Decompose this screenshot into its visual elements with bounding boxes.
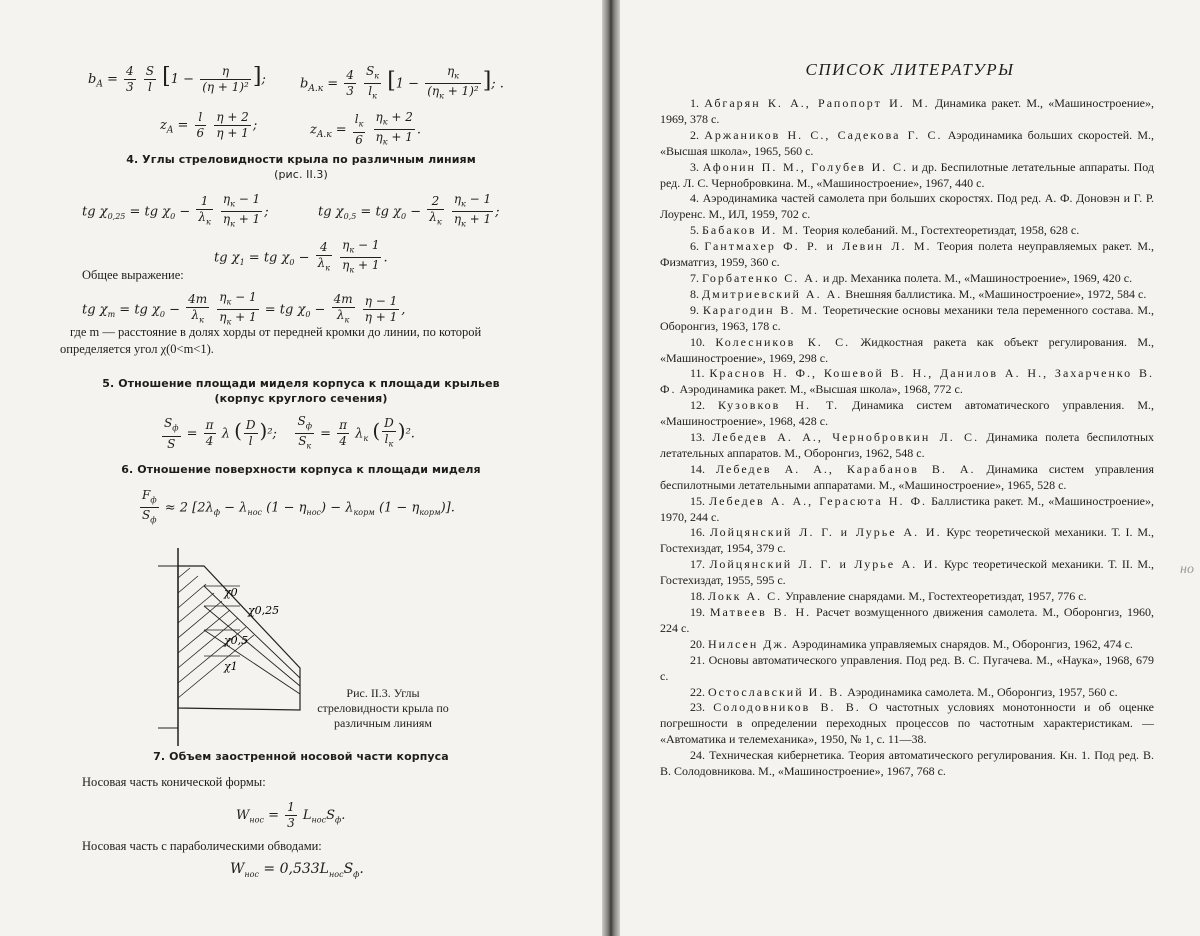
reference-item <box>660 685 1154 701</box>
wing-sweep-figure <box>150 548 320 748</box>
figure-caption: Рис. II.3. Углы стреловидности крыла по различным линиям <box>317 686 449 730</box>
formula-bak: $b_{A.к}$ = $\frac{4}{3}$ $\frac{S_к}{l_к}$ [1 − $\frac{\eta_к}{(\eta_к + 1)^2}$ ]; . <box>300 64 504 101</box>
wing-hatching <box>178 568 254 698</box>
formula-f: $\frac{F_ф}{S_ф}$ ≈ 2 [$2\lambda_ф - \lambda_{нос}$ $(1 - \eta_{нос}) - \lambda_{корм}$ $(1 - \eta_{корм})$]. <box>142 488 455 525</box>
reference-item <box>660 700 1154 748</box>
reference-number: 19. <box>690 605 705 619</box>
formula-s: $\frac{S_ф}{S}$ = $\frac{\pi}{4}$ λ ( $\frac{D}{l}$ )²; $\frac{S_ф}{S_к}$ = $\frac{\pi}{4}$ $\lambda_к$ ( $\frac{D}{l_к}$ )². <box>164 414 415 451</box>
reference-item <box>660 748 1154 780</box>
reference-item <box>660 653 1154 685</box>
reference-details: Основы автоматического управления. Под ред. В. С. Пугачева. М., «Наука», 1968, 679 с. <box>660 652 1155 683</box>
reference-item <box>660 223 1154 239</box>
where-text: где m — расстояние в долях хорды от передней кромки до линии, по которой определяется угол χ(0<m<1). <box>60 325 482 356</box>
reference-details: Динамика полета беспилотных летательных аппаратов. М., Оборонгиз, 1962, 548 с. <box>660 430 1155 460</box>
reference-number: 4. <box>690 191 699 206</box>
formula-ba: $b_A$ = $\frac{4}{3}$ $\frac{S}{l}$ [1 − $\frac{\eta}{\text{(η + 1)²}}$ ]; <box>88 64 266 94</box>
reference-authors: Карагодин В. М. <box>702 302 819 317</box>
references-title: СПИСОК ЛИТЕРАТУРЫ <box>805 60 1015 79</box>
reference-authors: Аржаников Н. С., Садекова Г. С. <box>704 127 943 142</box>
reference-details: Внешняя баллистика. М., «Машиностроение», 1972, 584 с. <box>842 286 1147 301</box>
section-4-title: 4. Углы стреловидности крыла по различным линиям <box>126 153 476 166</box>
reference-authors: Остославский И. В. <box>708 684 845 699</box>
reference-number: 11. <box>690 366 705 381</box>
margin-note: но <box>1180 562 1194 577</box>
reference-item <box>660 525 1154 557</box>
reference-details: Аэродинамика ракет. М., «Высшая школа», 1968, 772 с. <box>676 382 963 397</box>
reference-authors: Лебедев А. А., Чернобровкин Л. С. <box>712 430 980 445</box>
reference-authors: Афонин П. М., Голубев И. С. <box>702 159 909 174</box>
line-05 <box>204 606 300 686</box>
reference-number: 12. <box>690 398 705 413</box>
formula-zak: $z_{A.к}$ = $\frac{l_к}{6}$ $\frac{\eta_к + 2}{\eta_к + 1}$ . <box>310 110 421 147</box>
formula-w2: $W_{нос} = 0,533L_{нос}S_ф$. <box>230 861 364 879</box>
reference-number: 8. <box>690 286 699 301</box>
reference-item <box>660 494 1154 526</box>
reference-item <box>660 366 1154 398</box>
label-chi025: χ0,25 <box>248 604 280 617</box>
formula-tg-m: tg $\chi_m$ = tg $\chi_0$ − $\frac{4m}{\lambda_к}$ $\frac{\eta_к - 1}{\eta_к + 1}$ = tg $\chi_0$ − $\frac{4m}{\lambda_к}$ $\frac{\eta - 1}{\eta + 1}$ , <box>82 290 406 327</box>
reference-authors: Лебедев А. А., Карабанов В. А. <box>715 461 976 476</box>
reference-details: и др. Беспилотные летательные аппараты. Под ред. Л. С. Чернобровкина. М., «Машиностроение», 1967, 440 с. <box>660 159 1155 190</box>
reference-authors: Гантмахер Ф. Р. и Левин Л. М. <box>704 239 932 254</box>
reference-number: 3. <box>690 159 699 174</box>
reference-number: 7. <box>690 270 699 285</box>
reference-details: Аэродинамика частей самолета при больших скоростях. Под ред. А. Ф. Доновэн и Г. Р. Лоуренс. М., ИЛ, 1959, 702 с. <box>660 191 1154 222</box>
reference-authors: Колесников К. С. <box>715 334 851 349</box>
formula-tg-025: tg $\chi_{0,25}$ = tg $\chi_0$ − $\frac{1}{\lambda_к}$ $\frac{\eta_к - 1}{\eta_к + 1}$ ; <box>82 192 269 229</box>
reference-details: Теоретические основы механики тела переменного состава. М., Оборонгиз, 1963, 178 с. <box>660 302 1155 333</box>
reference-number: 15. <box>690 493 705 508</box>
reference-item <box>660 191 1154 223</box>
reference-details: О частотных условиях монотонности и об оценке погрешности в определении переходных процессов по частотным характеристикам. — «Автоматика и телемеханика», 1950, № 1, с. 11—38. <box>660 700 1154 747</box>
reference-number: 2. <box>690 127 699 142</box>
reference-details: Динамика систем управления беспилотными летательными аппаратами. М., «Машиностроение», 1965, 528 с. <box>660 461 1154 492</box>
reference-authors: Кузовков Н. Т. <box>718 398 840 413</box>
reference-number: 5. <box>690 223 699 238</box>
reference-number: 17. <box>690 557 705 572</box>
reference-item <box>660 605 1154 637</box>
reference-details: Динамика ракет. М., «Машиностроение», 1969, 378 с. <box>660 96 1154 126</box>
reference-item <box>660 287 1154 303</box>
reference-authors: Лебедев А. А., Герасюта Н. Ф. <box>709 493 928 508</box>
reference-item <box>660 303 1154 335</box>
reference-details: Управление снарядами. М., Гостехтеоретиздат, 1957, 776 с. <box>782 589 1087 604</box>
reference-item <box>660 430 1154 462</box>
reference-number: 13. <box>690 430 705 445</box>
reference-number: 24. <box>690 748 705 763</box>
reference-item <box>660 335 1154 367</box>
reference-details: Аэродинамика больших скоростей. М., «Высшая школа», 1965, 560 с. <box>660 127 1155 158</box>
line-1 <box>204 630 300 694</box>
reference-authors: Дмитриевский А. А. <box>702 286 843 301</box>
reference-details: Курс теоретической механики. Т. II. М., Гостехиздат, 1955, 595 с. <box>660 557 1155 588</box>
conical-label: Носовая часть конической формы: <box>82 775 266 789</box>
section-4-subtitle: (рис. II.3) <box>274 168 328 181</box>
reference-authors: Бабаков И. М. <box>702 223 800 238</box>
reference-number: 14. <box>690 461 705 476</box>
reference-authors: Лойцянский Л. Г. и Лурье А. И. <box>709 557 940 572</box>
label-chi05: χ0,5 <box>224 634 249 647</box>
reference-number: 22. <box>690 684 705 699</box>
reference-number: 1. <box>690 96 699 110</box>
reference-number: 16. <box>690 525 705 540</box>
section-5-subtitle: (корпус круглого сечения) <box>214 392 388 405</box>
reference-number: 6. <box>690 239 699 254</box>
reference-details: Курс теоретической механики. Т. I. М., Гостехиздат, 1954, 379 с. <box>660 525 1155 556</box>
reference-authors: Локк А. С. <box>708 589 783 604</box>
reference-item <box>660 398 1154 430</box>
reference-details: Жидкостная ракета как объект регулирования. М., «Машиностроение», 1969, 298 с. <box>660 334 1155 365</box>
references-list <box>660 96 1154 780</box>
reference-number: 21. <box>690 652 705 667</box>
reference-details: Динамика систем автоматического управления. М., «Машиностроение», 1968, 428 с. <box>660 398 1155 429</box>
book-gutter <box>602 0 620 936</box>
section-7-title: 7. Объем заостренной носовой части корпуса <box>153 750 449 763</box>
reference-number: 10. <box>690 334 705 349</box>
formula-tg-05: tg $\chi_{0,5}$ = tg $\chi_0$ − $\frac{2}{\lambda_к}$ $\frac{\eta_к - 1}{\eta_к + 1}$ ; <box>318 192 500 229</box>
reference-authors: Солодовников В. В. <box>713 700 861 715</box>
reference-authors: Абгарян К. А., Рапопорт И. М. <box>704 96 930 110</box>
reference-item <box>660 637 1154 653</box>
formula-w1: $W_{нос}$ = $\frac{1}{3}$ $L_{нос}S_ф$. <box>236 800 346 830</box>
reference-number: 18. <box>690 589 705 604</box>
reference-item <box>660 557 1154 589</box>
reference-details: и др. Механика полета. М., «Машиностроение», 1969, 420 с. <box>819 270 1133 285</box>
reference-item <box>660 160 1154 192</box>
reference-item <box>660 589 1154 605</box>
reference-number: 20. <box>690 636 705 651</box>
reference-authors: Краснов Н. Ф., Кошевой В. Н., Данилов А. Н., Захарченко В. Ф. <box>660 366 1154 397</box>
reference-details: Аэродинамика управляемых снарядов. М., Оборонгиз, 1962, 474 с. <box>788 636 1133 651</box>
reference-item <box>660 128 1154 160</box>
reference-details: Расчет возмущенного движения самолета. М., Оборонгиз, 1960, 224 с. <box>660 605 1155 635</box>
reference-authors: Нилсен Дж. <box>708 636 789 651</box>
reference-details: Баллистика ракет. М., «Машиностроение», 1970, 244 с. <box>660 493 1154 524</box>
parabolic-label: Носовая часть с параболическими обводами: <box>82 839 322 853</box>
reference-authors: Горбатенко С. А. <box>702 270 820 285</box>
formula-tg-1: tg $\chi_1$ = tg $\chi_0$ − $\frac{4}{\lambda_к}$ $\frac{\eta_к - 1}{\eta_к + 1}$ . <box>214 238 388 275</box>
section-6-title: 6. Отношение поверхности корпуса к площади миделя <box>121 463 481 476</box>
reference-details: Техническая кибернетика. Теория автоматического регулирования. Кн. 1. Под ред. В. В. Солодовникова. М., «Машиностроение», 1967, 768 с. <box>660 748 1155 779</box>
general-label: Общее выражение: <box>82 268 184 282</box>
reference-authors: Лойцянский Л. Г. и Лурье А. И. <box>709 525 942 540</box>
reference-item <box>660 462 1154 494</box>
reference-authors: Матвеев В. Н. <box>709 605 812 619</box>
section-5-title: 5. Отношение площади миделя корпуса к площади крыльев <box>102 377 500 390</box>
reference-details: Теория колебаний. М., Гостехтеоретиздат, 1958, 628 с. <box>799 223 1080 238</box>
right-page <box>620 0 1200 936</box>
reference-number: 9. <box>690 302 699 317</box>
label-chi1: χ1 <box>224 660 238 673</box>
formula-za: $z_A$ = $\frac{l}{6}$ $\frac{\eta + 2}{\eta + 1}$ ; <box>160 110 258 140</box>
reference-item <box>660 96 1154 128</box>
label-chi0: χ0 <box>224 586 238 599</box>
reference-item <box>660 239 1154 271</box>
reference-details: Теория полета неуправляемых ракет. М., Физматгиз, 1959, 360 с. <box>660 239 1154 270</box>
reference-item <box>660 271 1154 287</box>
reference-details: Аэродинамика самолета. М., Оборонгиз, 1957, 560 с. <box>844 684 1118 699</box>
reference-number: 23. <box>690 700 705 715</box>
